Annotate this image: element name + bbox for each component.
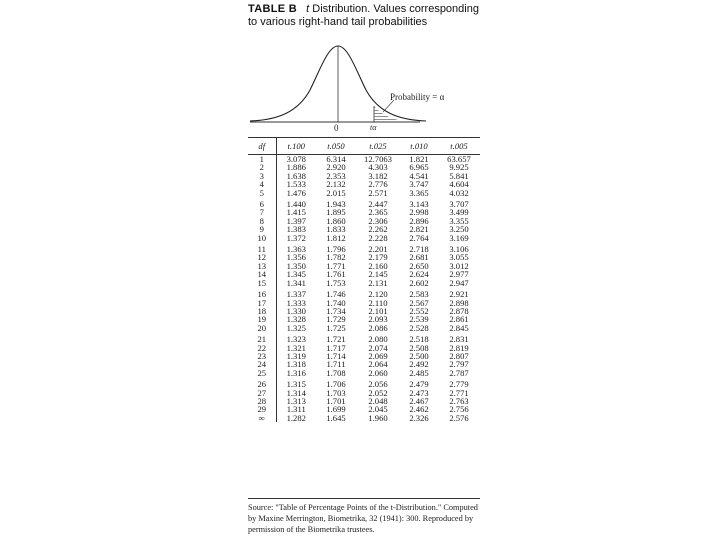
table-row	[248, 155, 480, 164]
value-cell: 2.787	[449, 367, 469, 378]
table-row	[248, 163, 480, 171]
df-cell: 14	[248, 270, 276, 278]
value-cell: 2.718	[409, 244, 429, 255]
table-row	[248, 225, 480, 233]
value-cell: 2.756	[449, 404, 469, 415]
value-cell: 1.960	[368, 412, 388, 423]
table-row	[248, 352, 480, 360]
value-cell: 1.740	[326, 297, 346, 308]
value-cell: 1.812	[326, 232, 346, 243]
df-cell: 17	[248, 299, 276, 307]
value-cell: 2.528	[409, 322, 429, 333]
value-cell: 2.145	[368, 269, 388, 280]
df-cell: 6	[248, 197, 276, 208]
value-cell: 1.350	[286, 260, 306, 271]
df-cell: 19	[248, 315, 276, 323]
df-cell: 22	[248, 344, 276, 352]
value-cell: 2.921	[449, 289, 469, 300]
value-cell: 1.345	[286, 269, 306, 280]
value-cell: 1.315	[286, 379, 306, 390]
value-cell: 2.552	[409, 305, 429, 316]
value-cell: 2.624	[409, 269, 429, 280]
value-cell: 2.326	[409, 412, 429, 423]
value-cell: 1.533	[286, 179, 306, 190]
df-cell: 28	[248, 397, 276, 405]
value-cell: 2.086	[368, 322, 388, 333]
header-col: t.005	[438, 138, 480, 155]
value-cell: 2.576	[449, 412, 469, 423]
value-cell: 1.316	[286, 367, 306, 378]
value-cell: 6.314	[326, 154, 346, 164]
table-row	[248, 299, 480, 307]
table-row	[248, 242, 480, 253]
value-cell: 2.110	[368, 297, 388, 308]
table-row	[248, 389, 480, 397]
value-cell: 1.729	[326, 314, 346, 325]
value-cell: 1.282	[286, 412, 306, 423]
table-row	[248, 208, 480, 216]
table-row	[248, 360, 480, 368]
value-cell: 1.711	[326, 359, 346, 370]
value-cell: 1.771	[326, 260, 346, 271]
df-cell: 21	[248, 332, 276, 343]
value-cell: 2.365	[368, 207, 388, 218]
value-cell: 2.060	[368, 367, 388, 378]
value-cell: 2.045	[368, 404, 388, 415]
value-cell: 1.746	[326, 289, 346, 300]
table-row	[248, 180, 480, 188]
df-cell: 18	[248, 307, 276, 315]
value-cell: 2.306	[368, 215, 388, 226]
table-row	[248, 397, 480, 405]
value-cell: 2.845	[449, 322, 469, 333]
value-cell: 2.977	[449, 269, 469, 280]
df-cell: 12	[248, 253, 276, 261]
value-cell: 3.182	[368, 170, 388, 181]
value-cell: 1.701	[326, 395, 346, 406]
value-cell: 2.353	[326, 170, 346, 181]
value-cell: 1.943	[326, 199, 346, 210]
value-cell: 1.363	[286, 244, 306, 255]
df-cell: 11	[248, 242, 276, 253]
table-row	[248, 315, 480, 323]
value-cell: 4.604	[449, 179, 469, 190]
value-cell: 2.473	[409, 387, 429, 398]
value-cell: 1.397	[286, 215, 306, 226]
value-cell: 3.055	[449, 252, 469, 263]
table-label: TABLE B	[248, 3, 297, 15]
table-row	[248, 414, 480, 422]
value-cell: 1.796	[326, 244, 346, 255]
value-cell: 2.763	[449, 395, 469, 406]
value-cell: 1.782	[326, 252, 346, 263]
df-cell: 5	[248, 189, 276, 197]
df-cell: 3	[248, 172, 276, 180]
value-cell: 2.650	[409, 260, 429, 271]
value-cell: 2.080	[368, 334, 388, 345]
value-cell: 1.333	[286, 297, 306, 308]
value-cell: 4.541	[409, 170, 429, 181]
df-cell: 8	[248, 217, 276, 225]
table-row	[248, 324, 480, 332]
value-cell: 1.415	[286, 207, 306, 218]
value-cell: 1.638	[286, 170, 306, 181]
value-cell: 6.965	[409, 162, 429, 173]
value-cell: 1.833	[326, 224, 346, 235]
value-cell: 1.383	[286, 224, 306, 235]
value-cell: 1.311	[286, 404, 306, 415]
value-cell: 1.645	[326, 412, 346, 423]
table-row	[248, 279, 480, 287]
value-cell: 2.160	[368, 260, 388, 271]
df-cell: 23	[248, 352, 276, 360]
table-row	[248, 377, 480, 388]
value-cell: 2.101	[368, 305, 388, 316]
value-cell: 2.947	[449, 277, 469, 288]
table-row	[248, 217, 480, 225]
table-row	[248, 307, 480, 315]
value-cell: 1.476	[286, 187, 306, 198]
t-distribution-curve	[248, 40, 480, 135]
df-cell: 4	[248, 180, 276, 188]
df-cell: 29	[248, 405, 276, 413]
table-row	[248, 332, 480, 343]
table-row	[248, 234, 480, 242]
value-cell: 1.717	[326, 342, 346, 353]
value-cell: 1.325	[286, 322, 306, 333]
value-cell: 1.708	[326, 367, 346, 378]
value-cell: 3.106	[449, 244, 469, 255]
df-cell: 26	[248, 377, 276, 388]
table-row	[248, 172, 480, 180]
value-cell: 2.069	[368, 350, 388, 361]
value-cell: 2.201	[368, 244, 388, 255]
df-cell: 2	[248, 163, 276, 171]
header-col: t.025	[356, 138, 400, 155]
df-cell: 25	[248, 369, 276, 377]
value-cell: 1.699	[326, 404, 346, 415]
value-cell: 5.841	[449, 170, 469, 181]
value-cell: 1.341	[286, 277, 306, 288]
t-table	[248, 138, 480, 422]
value-cell: 3.143	[409, 199, 429, 210]
df-cell: 16	[248, 287, 276, 298]
value-cell: 9.925	[449, 162, 469, 173]
header-df: df	[248, 138, 276, 155]
value-cell: 3.355	[449, 215, 469, 226]
table-row	[248, 197, 480, 208]
value-cell: 2.093	[368, 314, 388, 325]
value-cell: 2.462	[409, 404, 429, 415]
value-cell: 2.228	[368, 232, 388, 243]
value-cell: 2.819	[449, 342, 469, 353]
value-cell: 2.776	[368, 179, 388, 190]
value-cell: 2.074	[368, 342, 388, 353]
value-cell: 1.753	[326, 277, 346, 288]
value-cell: 3.747	[409, 179, 429, 190]
value-cell: 2.056	[368, 379, 388, 390]
value-cell: 2.052	[368, 387, 388, 398]
header-col: t.050	[316, 138, 356, 155]
value-cell: 2.681	[409, 252, 429, 263]
header-row	[248, 138, 480, 155]
t-table-frame	[248, 137, 480, 422]
value-cell: 2.479	[409, 379, 429, 390]
value-cell: 2.132	[326, 179, 346, 190]
value-cell: 2.764	[409, 232, 429, 243]
df-cell: 24	[248, 360, 276, 368]
df-cell: 9	[248, 225, 276, 233]
value-cell: 3.499	[449, 207, 469, 218]
value-cell: 1.323	[286, 334, 306, 345]
zero-label: 0	[334, 123, 339, 133]
table-row	[248, 287, 480, 298]
value-cell: 1.313	[286, 395, 306, 406]
source-note: Source: "Table of Percentage Points of the t-Distribution." Computed by Maxine Merrington, Biometrika, 32 (1941): 300. Reproduced by permission of the Biometrika trustees.	[248, 498, 480, 535]
value-cell: 2.896	[409, 215, 429, 226]
value-cell: 2.500	[409, 350, 429, 361]
table-row	[248, 189, 480, 197]
value-cell: 1.337	[286, 289, 306, 300]
df-cell: 15	[248, 279, 276, 287]
df-cell: ∞	[248, 414, 276, 422]
table-row	[248, 270, 480, 278]
value-cell: 1.703	[326, 387, 346, 398]
value-cell: 2.064	[368, 359, 388, 370]
value-cell: 3.250	[449, 224, 469, 235]
df-cell: 1	[248, 155, 276, 164]
value-cell: 2.015	[326, 187, 346, 198]
value-cell: 2.878	[449, 305, 469, 316]
value-cell: 2.485	[409, 367, 429, 378]
value-cell: 1.330	[286, 305, 306, 316]
value-cell: 1.714	[326, 350, 346, 361]
value-cell: 12.7063	[364, 154, 392, 164]
value-cell: 1.721	[326, 334, 346, 345]
probability-label: Probability = α	[390, 92, 445, 102]
value-cell: 2.861	[449, 314, 469, 325]
value-cell: 2.583	[409, 289, 429, 300]
value-cell: 2.179	[368, 252, 388, 263]
value-cell: 2.898	[449, 297, 469, 308]
value-cell: 2.518	[409, 334, 429, 345]
value-cell: 1.734	[326, 305, 346, 316]
value-cell: 1.725	[326, 322, 346, 333]
df-cell: 20	[248, 324, 276, 332]
value-cell: 2.831	[449, 334, 469, 345]
dist-symbol: t	[306, 3, 310, 15]
value-cell: 1.821	[409, 154, 429, 164]
value-cell: 2.567	[409, 297, 429, 308]
value-cell: 2.779	[449, 379, 469, 390]
value-cell: 2.131	[368, 277, 388, 288]
value-cell: 1.356	[286, 252, 306, 263]
table-row	[248, 344, 480, 352]
value-cell: 1.319	[286, 350, 306, 361]
t-alpha-label: tα	[370, 123, 377, 132]
value-cell: 63.657	[447, 154, 471, 164]
value-cell: 1.440	[286, 199, 306, 210]
value-cell: 4.032	[449, 187, 469, 198]
header-col: t.100	[276, 138, 316, 155]
df-cell: 10	[248, 234, 276, 242]
title-text: Distribution. Values corresponding to various right-hand tail probabilities	[248, 3, 479, 28]
value-cell: 2.602	[409, 277, 429, 288]
table-title	[248, 3, 488, 29]
value-cell: 3.078	[286, 154, 306, 164]
value-cell: 2.821	[409, 224, 429, 235]
value-cell: 2.492	[409, 359, 429, 370]
table-row	[248, 405, 480, 413]
value-cell: 2.797	[449, 359, 469, 370]
value-cell: 2.771	[449, 387, 469, 398]
value-cell: 2.467	[409, 395, 429, 406]
table-row	[248, 253, 480, 261]
value-cell: 1.860	[326, 215, 346, 226]
value-cell: 1.328	[286, 314, 306, 325]
value-cell: 1.321	[286, 342, 306, 353]
value-cell: 2.539	[409, 314, 429, 325]
value-cell: 1.314	[286, 387, 306, 398]
value-cell: 3.169	[449, 232, 469, 243]
value-cell: 2.571	[368, 187, 388, 198]
value-cell: 1.372	[286, 232, 306, 243]
value-cell: 2.120	[368, 289, 388, 300]
table-row	[248, 369, 480, 377]
value-cell: 3.365	[409, 187, 429, 198]
df-cell: 27	[248, 389, 276, 397]
value-cell: 3.707	[449, 199, 469, 210]
value-cell: 4.303	[368, 162, 388, 173]
value-cell: 1.886	[286, 162, 306, 173]
value-cell: 2.920	[326, 162, 346, 173]
value-cell: 2.998	[409, 207, 429, 218]
value-cell: 1.895	[326, 207, 346, 218]
value-cell: 2.807	[449, 350, 469, 361]
value-cell: 1.761	[326, 269, 346, 280]
value-cell: 2.447	[368, 199, 388, 210]
value-cell: 3.012	[449, 260, 469, 271]
value-cell: 1.318	[286, 359, 306, 370]
value-cell: 2.508	[409, 342, 429, 353]
header-col: t.010	[400, 138, 438, 155]
df-cell: 7	[248, 208, 276, 216]
df-cell: 13	[248, 262, 276, 270]
value-cell: 1.706	[326, 379, 346, 390]
value-cell: 2.048	[368, 395, 388, 406]
table-row	[248, 262, 480, 270]
value-cell: 2.262	[368, 224, 388, 235]
